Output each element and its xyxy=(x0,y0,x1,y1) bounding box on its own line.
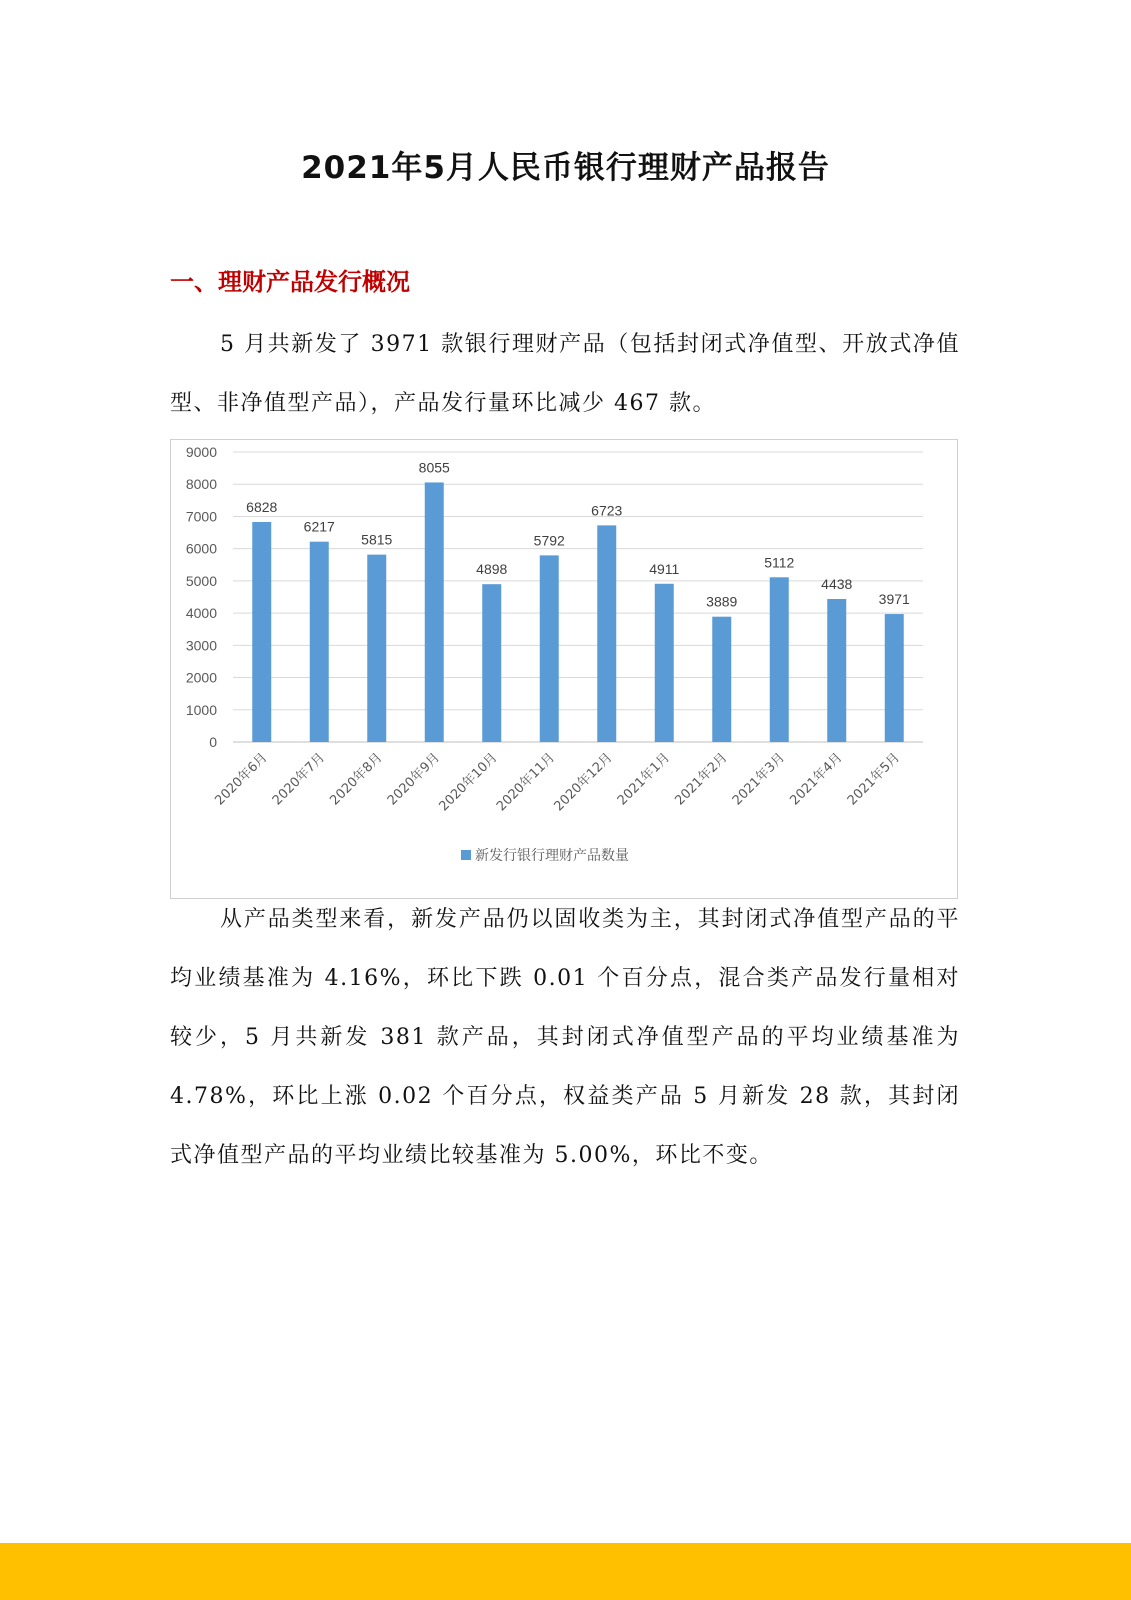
bar xyxy=(712,617,731,742)
x-tick-label: 2021年5月 xyxy=(844,750,904,809)
x-tick-label: 2020年9月 xyxy=(384,750,444,809)
y-tick-label: 6000 xyxy=(185,540,217,557)
data-label: 6723 xyxy=(591,502,623,519)
data-label: 5112 xyxy=(764,554,795,571)
bar xyxy=(827,599,846,742)
bar xyxy=(482,584,501,742)
x-tick-label: 2021年2月 xyxy=(672,750,731,809)
paragraph-issuance-summary: 5 月共新发了 3971 款银行理财产品（包括封闭式净值型、开放式净值型、非净值型产品），产品发行量环比减少 467 款。 xyxy=(170,332,960,416)
bar xyxy=(367,555,386,742)
y-tick-label: 3000 xyxy=(185,637,217,654)
y-tick-label: 9000 xyxy=(185,444,217,460)
footer-band xyxy=(0,1543,1131,1600)
y-tick-label: 5000 xyxy=(185,572,217,589)
y-tick-label: 7000 xyxy=(185,508,217,525)
data-label: 8055 xyxy=(418,459,450,476)
y-tick-label: 1000 xyxy=(185,701,217,718)
data-label: 3971 xyxy=(878,591,910,608)
issuance-bar-chart xyxy=(170,439,958,899)
bar xyxy=(425,482,444,742)
x-tick-label: 2020年6月 xyxy=(212,750,271,809)
page-title: 2021年5月人民币银行理财产品报告 xyxy=(301,150,830,186)
x-tick-label: 2020年10月 xyxy=(436,750,501,815)
legend-swatch xyxy=(461,850,471,860)
x-tick-label: 2020年8月 xyxy=(327,750,386,809)
data-label: 6217 xyxy=(303,518,335,535)
x-tick-label: 2020年12月 xyxy=(551,750,616,815)
bar xyxy=(597,525,616,742)
y-tick-label: 4000 xyxy=(185,605,217,622)
data-label: 4438 xyxy=(821,575,853,592)
x-tick-label: 2020年11月 xyxy=(493,750,559,815)
bar xyxy=(770,577,789,742)
data-label: 4911 xyxy=(649,560,680,577)
chart-svg xyxy=(171,440,957,898)
paragraph-product-types: 从产品类型来看，新发产品仍以固收类为主，其封闭式净值型产品的平均业绩基准为 4.16%，环比下跌 0.01 个百分点，混合类产品发行量相对较少，5 月共新发 381 款产品，其封闭式净值型产品的平均业绩基准为 4.78%，环比上涨 0.02 个百分点，权益类产品 5 月新发 28 款，其封闭式净值型产品的平均业绩比较基准为 5.00%，环比不变。 xyxy=(170,907,960,1168)
data-label: 5792 xyxy=(533,532,565,549)
data-label: 5815 xyxy=(361,531,393,548)
data-label: 4898 xyxy=(476,561,508,578)
bar xyxy=(540,555,559,742)
y-tick-label: 2000 xyxy=(185,669,217,686)
bar xyxy=(310,542,329,742)
x-tick-label: 2021年4月 xyxy=(787,750,846,809)
bar xyxy=(655,584,674,742)
legend-label: 新发行银行理财产品数量 xyxy=(475,848,629,864)
x-tick-label: 2021年3月 xyxy=(729,750,789,809)
data-label: 3889 xyxy=(706,593,738,610)
y-tick-label: 0 xyxy=(209,734,217,750)
bar xyxy=(252,522,271,742)
y-tick-label: 8000 xyxy=(185,476,217,493)
x-tick-label: 2020年7月 xyxy=(269,750,329,809)
section-heading: 一、理财产品发行概况 xyxy=(170,268,410,296)
x-tick-label: 2021年1月 xyxy=(614,750,674,809)
data-label: 6828 xyxy=(246,498,278,515)
bar xyxy=(885,614,904,742)
